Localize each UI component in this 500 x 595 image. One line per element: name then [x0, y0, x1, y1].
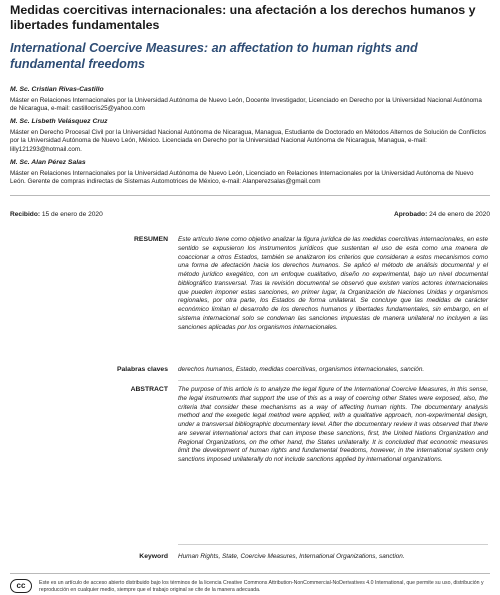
author-block	[10, 118, 490, 154]
author-name: M. Sc. Lisbeth Velásquez Cruz	[10, 118, 108, 125]
keyword-label: Keyword	[139, 553, 168, 560]
author-affiliation: Máster en Relaciones Internacionales por la Universidad Autónoma de Nuevo León, Licenciado en Relaciones Internacionales por la Universidad Autónoma de Nuevo León. Gerente de compras indirectas de Sistemas Automotrices de México, e-mail: Alanperezsalas@gmail.com	[10, 169, 474, 186]
author-affiliation: Máster en Derecho Procesal Civil por la Universidad Nacional Autónoma de Nicaragua, Managua, Estudiante de Doctorado en Métodos Alternos de Solución de Conflictos por la Universidad Autónoma de Nuevo León, México. Licenciada en Derecho por la Universidad Nacional Autónoma de Nicaragua, Managua, e-mail: lilly121293@hotmail.com.	[10, 128, 487, 153]
spanish-title: Medidas coercitivas internacionales: una afectación a los derechos humanos y libertades fundamentales	[10, 3, 476, 32]
divider	[10, 195, 490, 196]
approved-value: 24 de enero de 2020	[429, 211, 490, 218]
palabras-claves-text: derechos humanos, Estado, medidas coercitivas, organismos internacionales, sanción.	[178, 366, 425, 373]
palabras-claves-label: Palabras claves	[116, 366, 168, 373]
keyword-text: Human Rights, State, Coercive Measures, International Organizations, sanction.	[178, 553, 405, 560]
author-name: M. Sc. Cristian Rivas-Castillo	[10, 86, 104, 93]
creative-commons-icon: cc	[10, 579, 32, 593]
abstract-text: The purpose of this article is to analyze the legal figure of the International Coercive Measures, in this sense, the legal instruments that support the use of this as a way of coercing other States were exposed, also, the criteria that consider these mechanisms as a way of affecting human rights. The documentary analysis method and the exegetic legal method were applied, with a qualitative approach, non-experimental design, under a transversal bibliographic documentary level. After the documentary review it was observed that there are several international actors that can impose these sanctions, first, the United Nations Organization and Regional Organizations, on the other hand, the States unilaterally. It is concluded that economic measures limit the development of human rights and fundamental freedoms, however, in the international system only sanctions imposed unilaterally do not include sanctions applied by international organizations.	[178, 386, 488, 463]
received-date	[10, 211, 103, 218]
author-affiliation: Máster en Relaciones Internacionales por la Universidad Autónoma de Nuevo León, Docente Investigador, Licenciado en Derecho por la Universidad Nacional Autónoma de Nicaragua, e-mail: castillocris25@yahoo.com	[10, 96, 482, 113]
received-value: 15 de enero de 2020	[41, 211, 103, 218]
license-text: Este es un artículo de acceso abierto distribuido bajo los términos de la licencia Creative Commons Attribution-NonCommercial-NoDerivatives 4.0 International, que permite su uso, distribución y reproducción en cualquier medio, siempre que el trabajo original se cite de la manera adecuada.	[39, 580, 484, 593]
resumen-text: Este artículo tiene como objetivo analizar la figura jurídica de las medidas coercitivas internacionales, en este sentido se expusieron los instrumentos jurídicos que sustentan el uso de esta como una manera de coaccionar a otros Estados, también se analizaron los criterios que consideran a estos mecanismos como una forma de afectación hacia los derechos humanos. Se aplicó el método de análisis documental y el método jurídico exegético, con un enfoque cualitativo, diseño no experimental, bajo un nivel documental bibliográfico transversal. Tras la revisión documental se observó que existen varios actores internacionales que pueden imponer estas sanciones, en primer lugar, la Organización de Naciones Unidas y organismos regionales, por otra parte, los Estados de forma unilateral. Se concluye que las medidas de carácter económico limitan el desarrollo de los derechos humanos y libertades fundamentales, sin embargo, en el sistema internacional solo se condenan las sanciones impuestas de manera unilateral no incluyen a las sanciones aplicadas por los organismos internacionales.	[178, 236, 488, 331]
author-block	[10, 86, 490, 114]
received-label: Recibido:	[10, 211, 41, 218]
approved-date	[394, 211, 490, 218]
author-name: M. Sc. Alan Pérez Salas	[10, 159, 86, 166]
section-divider	[178, 380, 488, 381]
english-title: International Coercive Measures: an affectation to human rights and fundamental freedoms	[10, 41, 418, 71]
divider	[10, 573, 490, 574]
approved-label: Aprobado:	[393, 211, 428, 218]
abstract-label: ABSTRACT	[130, 386, 168, 393]
author-block	[10, 159, 490, 187]
section-divider	[178, 544, 488, 545]
resumen-label: RESUMEN	[134, 236, 168, 243]
